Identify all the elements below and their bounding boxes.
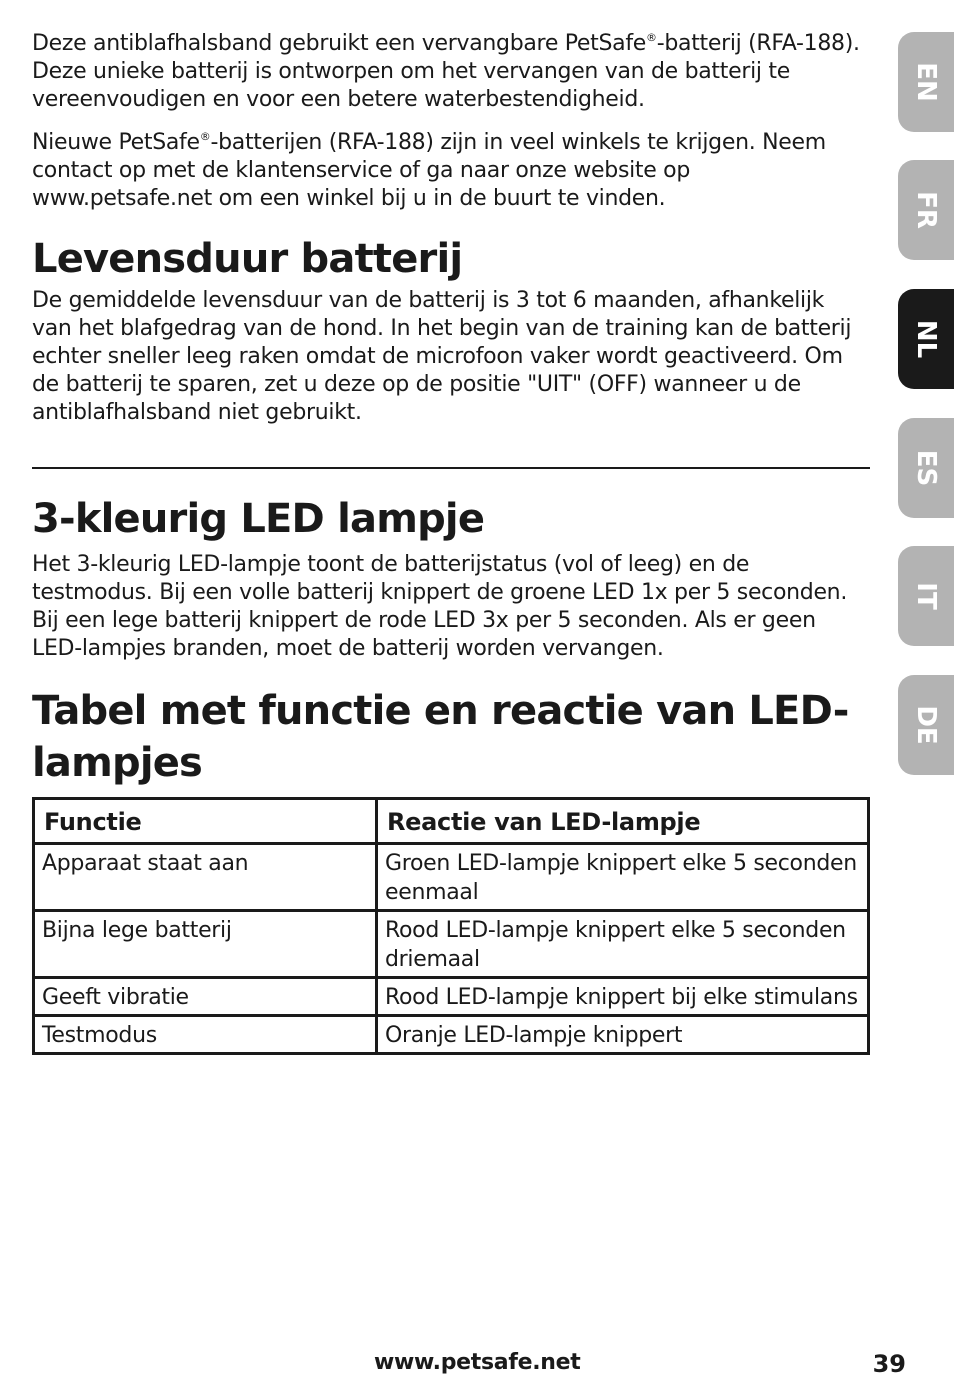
page-number: 39 [872, 1350, 906, 1378]
table-row [34, 844, 869, 911]
led-response-cell: Rood LED-lampje knippert elke 5 seconden driemaal [377, 911, 869, 978]
language-tab-fr[interactable] [898, 160, 954, 260]
footer-website-url: www.petsafe.net [374, 1350, 581, 1375]
led-response-cell: Groen LED-lampje knippert elke 5 seconden eenmaal [377, 844, 869, 911]
intro-paragraph-1 [32, 30, 870, 114]
led-heading: 3-kleurig LED lampje [32, 496, 485, 542]
led-text: Het 3-kleurig LED-lampje toont de batterijstatus (vol of leeg) en de testmodus. Bij een volle batterij knippert de groene LED 1x per 5 seconden. Bij een lege batterij knippert de rode LED 3x per 5 seconden. Als er geen LED-lampjes branden, moet de batterij worden vervangen. [32, 552, 848, 661]
table-row [34, 978, 869, 1016]
intro-p2-text-b: -batterijen (RFA-188) zijn in veel winkels te krijgen. Neem contact op met de klantenservice of ga naar onze website op www.petsafe.net om een winkel bij u in de buurt te vinden. [32, 130, 826, 211]
battery-life-text: De gemiddelde levensduur van de batterij is 3 tot 6 maanden, afhankelijk van het blafgedrag van de hond. In het begin van de training kan de batterij echter sneller leeg raken omdat de microfoon vaker wordt geactiveerd. Om de batterij te sparen, zet u deze op de positie "UIT" (OFF) wanneer u de antiblafhalsband niet gebruikt. [32, 288, 852, 425]
function-cell: Bijna lege batterij [34, 911, 377, 978]
intro-p1-text-a: Deze antiblafhalsband gebruikt een vervangbare PetSafe [32, 31, 647, 56]
language-tab-label: DE [911, 705, 941, 745]
page-content [32, 30, 870, 1055]
intro-paragraph-2 [32, 129, 870, 213]
column-header-function: Functie [34, 799, 377, 844]
table-header-row [34, 799, 869, 844]
function-cell: Geeft vibratie [34, 978, 377, 1016]
function-cell: Apparaat staat aan [34, 844, 377, 911]
led-function-table [32, 797, 870, 1055]
language-tab-de[interactable] [898, 675, 954, 775]
intro-p1-text-b: -batterij (RFA-188). Deze unieke batterij is ontworpen om het vervangen van de batterij te vereenvoudigen en voor een betere waterbestendigheid. [32, 31, 860, 112]
language-tab-label: FR [911, 191, 941, 229]
section-divider [32, 467, 870, 469]
led-table-heading: Tabel met functie en reactie van LED-lampjes [32, 688, 849, 786]
intro-p2-text-a: Nieuwe PetSafe [32, 130, 200, 155]
language-tab-label: NL [911, 319, 941, 359]
language-tab-en[interactable] [898, 32, 954, 132]
column-header-led-response: Reactie van LED-lampje [377, 799, 869, 844]
table-row [34, 1016, 869, 1054]
language-tab-nl[interactable] [898, 289, 954, 389]
function-cell: Testmodus [34, 1016, 377, 1054]
registered-mark: ® [646, 31, 657, 44]
led-response-cell: Rood LED-lampje knippert bij elke stimulans [377, 978, 869, 1016]
language-tab-label: EN [911, 62, 941, 102]
language-tab-it[interactable] [898, 546, 954, 646]
language-tab-label: ES [911, 449, 941, 487]
table-row [34, 911, 869, 978]
led-response-cell: Oranje LED-lampje knippert [377, 1016, 869, 1054]
language-tabs [898, 0, 954, 800]
registered-mark: ® [199, 130, 211, 143]
language-tab-label: IT [911, 582, 941, 610]
language-tab-es[interactable] [898, 418, 954, 518]
battery-life-heading: Levensduur batterij [32, 236, 463, 282]
